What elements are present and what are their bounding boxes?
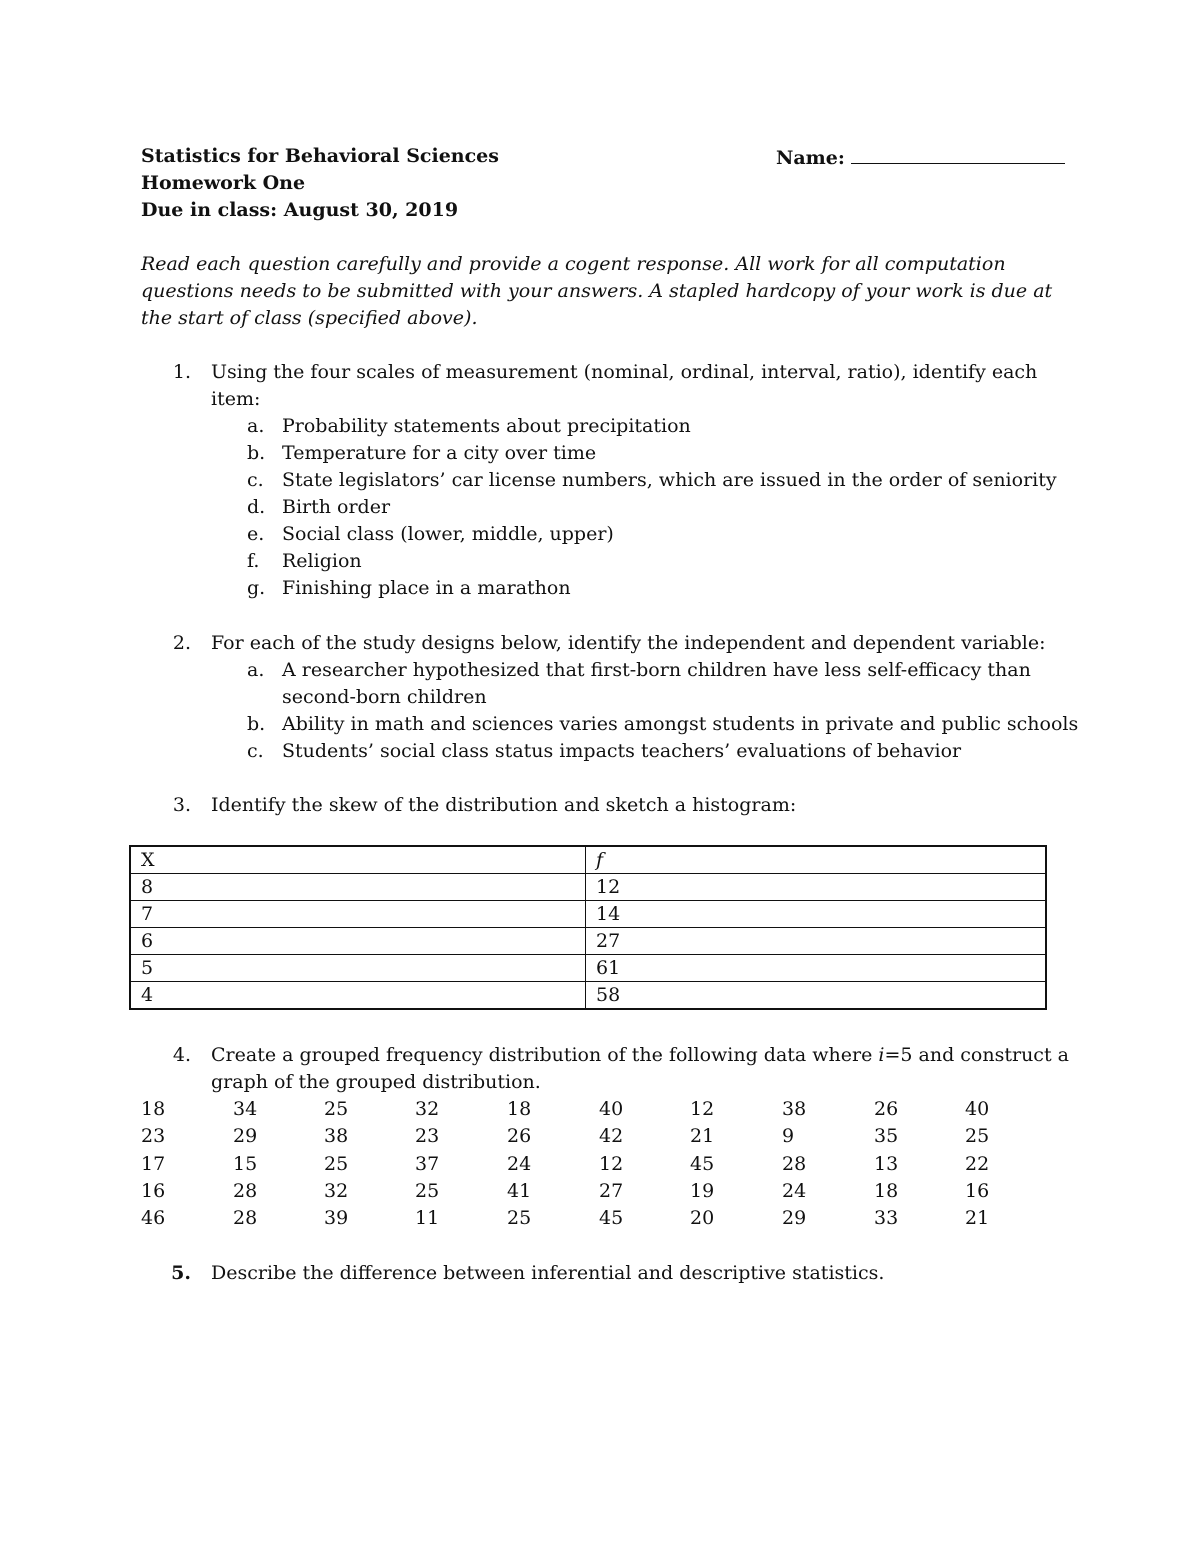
name-field	[776, 143, 1065, 172]
q3-number: 3.	[172, 794, 191, 816]
table-cell: 4	[130, 982, 586, 1010]
q1-text-line-2: item:	[211, 388, 261, 410]
q1-item-letter: f.	[247, 550, 260, 572]
data-value-cell: 40	[965, 1098, 990, 1120]
q1-text-line-1: Using the four scales of measurement (nominal, ordinal, interval, ratio), identify each	[211, 361, 1038, 383]
q3-text: Identify the skew of the distribution and sketch a histogram:	[211, 794, 797, 816]
q2-item-text: Ability in math and sciences varies amongst students in private and public schools	[282, 713, 1079, 735]
data-value-cell: 34	[233, 1098, 258, 1120]
data-value-cell: 26	[507, 1125, 532, 1147]
data-value-cell: 40	[599, 1098, 624, 1120]
table-row	[130, 955, 1046, 982]
q1-item-text: State legislators’ car license numbers, which are issued in the order of seniority	[282, 469, 1057, 491]
q4-text-post: =5 and construct a	[884, 1044, 1069, 1066]
data-value-cell: 24	[507, 1153, 532, 1175]
data-value-cell: 38	[324, 1125, 349, 1147]
q1-item-text: Birth order	[282, 496, 391, 518]
course-title: Statistics for Behavioral Sciences	[141, 145, 499, 167]
q1-item-letter: b.	[247, 442, 266, 464]
data-value-cell: 16	[965, 1180, 990, 1202]
data-value-cell: 45	[599, 1207, 624, 1229]
data-value-cell: 29	[233, 1125, 258, 1147]
name-blank-line	[851, 143, 1065, 164]
data-value-cell: 32	[324, 1180, 349, 1202]
data-value-cell: 20	[690, 1207, 715, 1229]
data-value-cell: 12	[690, 1098, 715, 1120]
data-value-cell: 12	[599, 1153, 624, 1175]
data-value-cell: 22	[965, 1153, 990, 1175]
data-value-cell: 28	[782, 1153, 807, 1175]
data-value-cell: 11	[415, 1207, 440, 1229]
q1-item-text: Social class (lower, middle, upper)	[282, 523, 614, 545]
data-value-cell: 25	[965, 1125, 990, 1147]
q1-item-text: Finishing place in a marathon	[282, 577, 571, 599]
data-value-cell: 28	[233, 1180, 258, 1202]
q5-text: Describe the difference between inferential and descriptive statistics.	[211, 1262, 885, 1284]
q4-text	[211, 1042, 1069, 1069]
data-value-cell: 23	[141, 1125, 166, 1147]
data-value-cell: 35	[874, 1125, 899, 1147]
q1-item-letter: d.	[247, 496, 266, 518]
data-value-cell: 17	[141, 1153, 166, 1175]
data-value-cell: 38	[782, 1098, 807, 1120]
data-value-cell: 26	[874, 1098, 899, 1120]
table-cell: 5	[130, 955, 586, 982]
q1-item-letter: c.	[247, 469, 264, 491]
q1-number: 1.	[172, 361, 191, 383]
q1-item-letter: e.	[247, 523, 265, 545]
data-value-cell: 19	[690, 1180, 715, 1202]
table-cell: 58	[586, 982, 1047, 1010]
instructions-line-1: Read each question carefully and provide a cogent response. All work for all computation	[141, 253, 1006, 275]
data-value-cell: 21	[690, 1125, 715, 1147]
data-value-cell: 28	[233, 1207, 258, 1229]
data-value-cell: 46	[141, 1207, 166, 1229]
data-value-cell: 37	[415, 1153, 440, 1175]
table-row	[130, 874, 1046, 901]
data-value-cell: 25	[415, 1180, 440, 1202]
table-row	[130, 928, 1046, 955]
data-value-cell: 18	[507, 1098, 532, 1120]
data-value-cell: 45	[690, 1153, 715, 1175]
q2-item-text: Students’ social class status impacts teachers’ evaluations of behavior	[282, 740, 962, 762]
data-value-cell: 21	[965, 1207, 990, 1229]
header-x: X	[130, 846, 586, 874]
q4-text-line-2: graph of the grouped distribution.	[211, 1071, 541, 1093]
instructions-line-2: questions needs to be submitted with your answers. A stapled hardcopy of your work is due at	[141, 280, 1053, 302]
table-cell: 27	[586, 928, 1047, 955]
data-value-cell: 25	[324, 1153, 349, 1175]
data-value-cell: 32	[415, 1098, 440, 1120]
data-value-cell: 33	[874, 1207, 899, 1229]
table-cell: 61	[586, 955, 1047, 982]
q2-item-text-cont: second-born children	[282, 686, 487, 708]
data-value-cell: 27	[599, 1180, 624, 1202]
table-header-row	[130, 846, 1046, 874]
q2-item-letter: a.	[247, 659, 265, 681]
data-value-cell: 15	[233, 1153, 258, 1175]
data-value-cell: 25	[507, 1207, 532, 1229]
header-f: f	[586, 846, 1047, 874]
q2-item-text: A researcher hypothesized that first-born children have less self-efficacy than	[282, 659, 1031, 681]
data-value-cell: 39	[324, 1207, 349, 1229]
data-value-cell: 29	[782, 1207, 807, 1229]
name-label: Name:	[776, 147, 845, 169]
table-cell: 6	[130, 928, 586, 955]
q1-item-letter: g.	[247, 577, 266, 599]
data-value-cell: 13	[874, 1153, 899, 1175]
data-value-cell: 42	[599, 1125, 624, 1147]
data-value-cell: 18	[874, 1180, 899, 1202]
q1-item-text: Probability statements about precipitation	[282, 415, 691, 437]
q4-number: 4.	[172, 1044, 191, 1066]
table-row	[130, 901, 1046, 928]
q4-text-pre: Create a grouped frequency distribution of the following data where	[211, 1044, 879, 1066]
data-value-cell: 41	[507, 1180, 532, 1202]
table-cell: 12	[586, 874, 1047, 901]
q5-number: 5.	[171, 1262, 191, 1284]
instructions-line-3: the start of class (specified above).	[141, 307, 478, 329]
data-value-cell: 24	[782, 1180, 807, 1202]
q1-item-text: Temperature for a city over time	[282, 442, 597, 464]
data-value-cell: 25	[324, 1098, 349, 1120]
q2-item-letter: c.	[247, 740, 264, 762]
table-cell: 8	[130, 874, 586, 901]
q4-text-var: i	[878, 1044, 885, 1066]
q1-item-text: Religion	[282, 550, 362, 572]
data-value-cell: 18	[141, 1098, 166, 1120]
q2-number: 2.	[172, 632, 191, 654]
q2-item-letter: b.	[247, 713, 266, 735]
q2-text: For each of the study designs below, identify the independent and dependent variable:	[211, 632, 1046, 654]
data-value-cell: 16	[141, 1180, 166, 1202]
assignment-title: Homework One	[141, 172, 306, 194]
data-value-cell: 9	[782, 1125, 795, 1147]
frequency-table	[129, 845, 1047, 1010]
due-date: Due in class: August 30, 2019	[141, 199, 459, 221]
table-cell: 14	[586, 901, 1047, 928]
data-value-cell: 23	[415, 1125, 440, 1147]
table-row	[130, 982, 1046, 1010]
table-cell: 7	[130, 901, 586, 928]
q1-item-letter: a.	[247, 415, 265, 437]
